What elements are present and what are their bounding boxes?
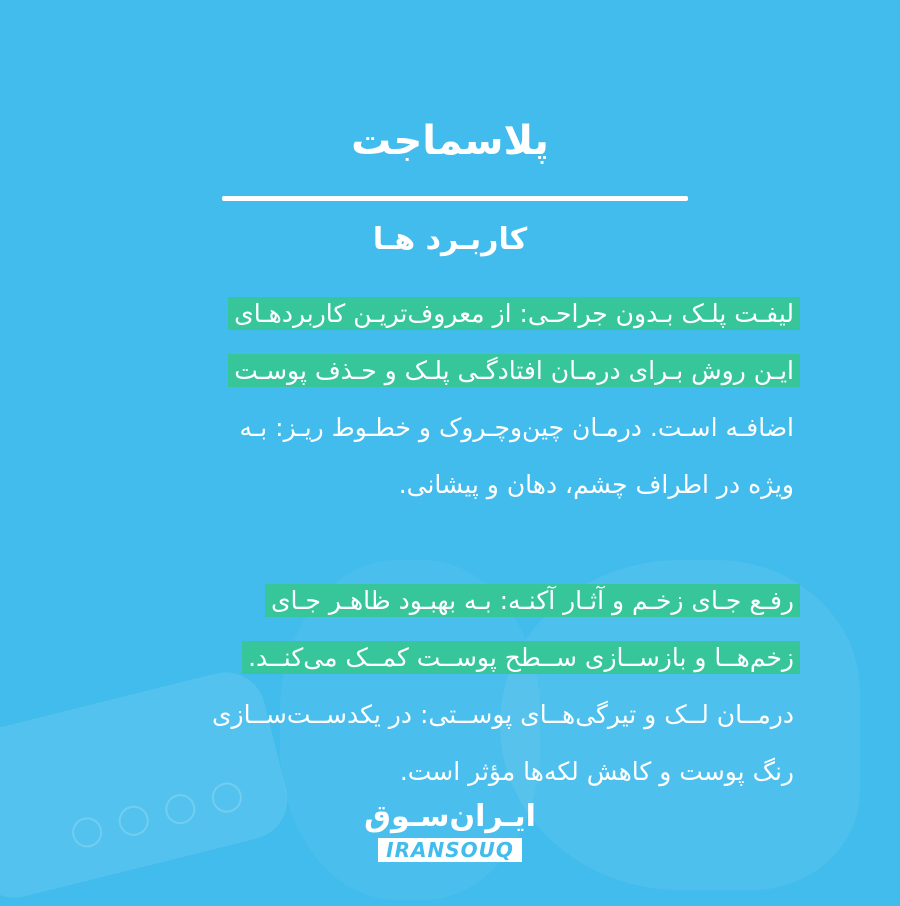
paragraph-line: زخم‌هــا و بازســازی ســطح پوســت کمــک می‌کنــد. [88,629,800,686]
section-subtitle: کاربـرد هـا [372,222,528,257]
paragraph-line: درمــان لــک و تیرگی‌هــای پوســتی: در یکدســت‌ســازی [211,700,794,729]
logo-latin-text: IRANSOUQ [378,838,522,862]
paragraph-line: ویژه در اطراف چشم، دهان و پیشانی. [398,470,794,499]
paragraph-line: رفـع جـای زخـم و آثـار آکنـه: بـه بهبـود ظاهـر جـای [88,572,800,629]
brand-logo [0,800,900,862]
paragraph-line: اضافـه اسـت. درمـان چین‌وچـروک و خطـوط ریـز: بـه [239,413,794,442]
paragraph-line: لیفـت پلـک بـدون جراحـی: از معروف‌تریـن کاربردهـای [88,285,800,342]
logo-persian-text: ایـران‌سـوق [364,799,536,834]
paragraph-line: رنگ پوست و کاهش لکه‌ها مؤثر است. [399,757,794,786]
title-divider [222,196,688,201]
paragraph-applications-2 [88,572,800,800]
paragraph-line: ایـن روش بـرای درمـان افتادگـی پلـک و حـذف پوسـت [88,342,800,399]
paragraph-applications-1 [88,285,800,513]
page-title: پلاسماجت [351,118,549,164]
